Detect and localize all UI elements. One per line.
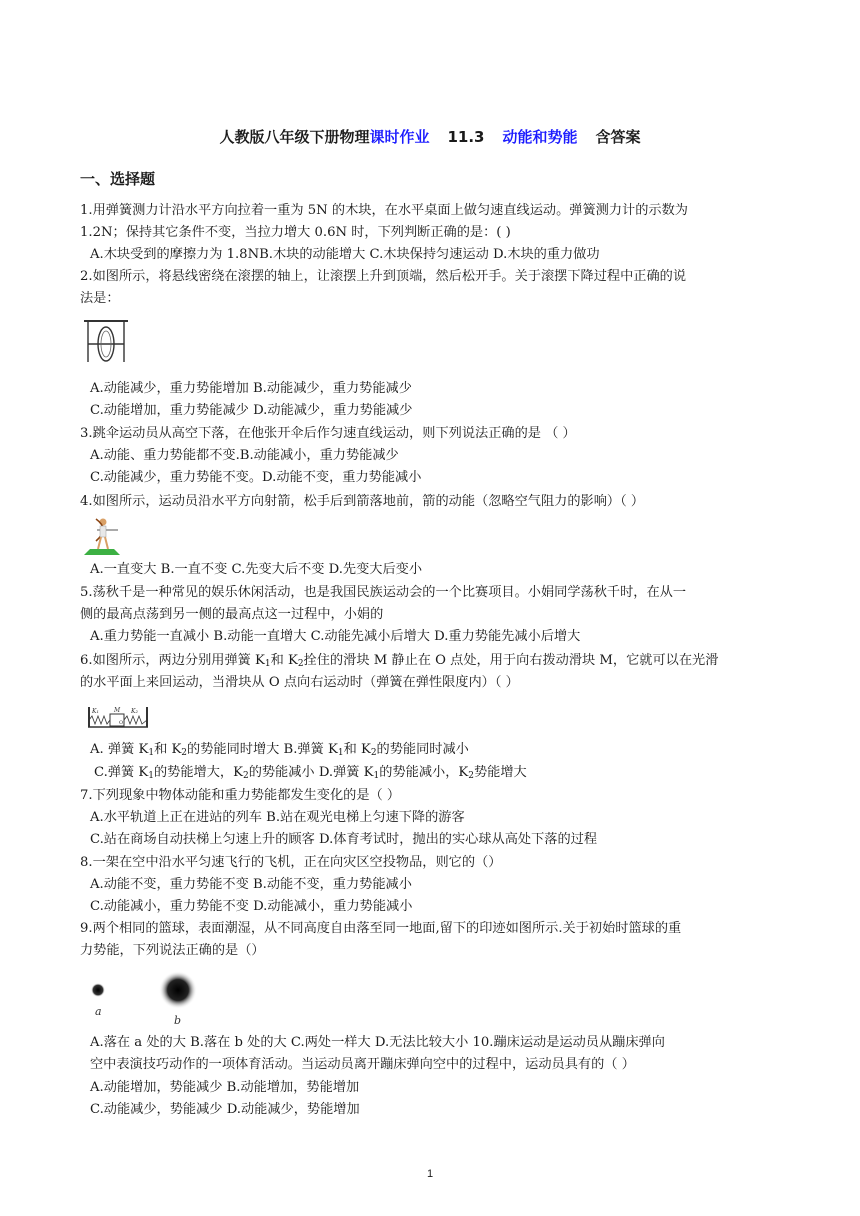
q2-line2: 法是： xyxy=(80,291,120,306)
q3-options-ab: A.动能、重力势能都不变.B.动能减小，重力势能减少 xyxy=(90,448,399,463)
q1-line1: 1.用弹簧测力计沿水平方向拉着一重为 5N 的木块，在水平桌面上做匀速直线运动。弹簧测力计的示数为 xyxy=(80,203,688,218)
label-m: M xyxy=(114,707,121,714)
q9-line1: 9.两个相同的篮球，表面潮湿，从不同高度自由落至同一地面,留下的印迹如图所示.关于初始时篮球的重 xyxy=(80,921,682,936)
basketball-prints-figure xyxy=(86,968,206,1028)
q2-options-ab: A.动能减少，重力势能增加 B.动能减少，重力势能减少 xyxy=(90,381,412,396)
q3-options-cd: C.动能减少，重力势能不变。D.动能不变，重力势能减小 xyxy=(90,470,422,485)
page-number: 1 xyxy=(426,1168,434,1180)
q8-options-cd: C.动能减小，重力势能不变 D.动能减小，重力势能减小 xyxy=(90,899,413,914)
q4-options: A.一直变大 B.一直不变 C.先变大后不变 D.先变大后变小 xyxy=(90,562,423,577)
spring-block-figure xyxy=(86,703,150,731)
archer-figure xyxy=(82,515,122,557)
q6-options-ab: A. 弹簧 $K_1$和 $K_2$的势能同时增大 B.弹簧 $K_1$和 $K_2$的势能同时减小 xyxy=(90,742,469,758)
q7-options-ab: A.水平轨道上正在进站的列车 B.站在观光电梯上匀速下降的游客 xyxy=(90,810,465,825)
maxwell-wheel-figure xyxy=(82,318,130,368)
section-heading: 一、选择题 xyxy=(80,170,156,188)
q10-options-cd: C.动能减少，势能减少 D.动能减少，势能增加 xyxy=(90,1102,360,1117)
q6-line2: 的水平面上来回运动，当滑块从 O 点向右运动时（弹簧在弹性限度内）（ ） xyxy=(80,675,519,690)
q6-line1: 6.如图所示，两边分别用弹簧 $K_1$和 $K_2$拴住的滑块 M 静止在 O 点处，用于向右拨动滑块 M，它就可以在光滑 xyxy=(80,653,719,669)
q9-line2: 力势能，下列说法正确的是（） xyxy=(80,943,265,958)
q8-line1: 8.一架在空中沿水平匀速飞行的飞机，正在向灾区空投物品，则它的（） xyxy=(80,855,502,870)
q5-line2: 侧的最高点荡到另一侧的最高点这一过程中，小娟的 xyxy=(80,607,384,622)
q7-options-cd: C.站在商场自动扶梯上匀速上升的顾客 D.体育考试时，抛出的实心球从高处下落的过程 xyxy=(90,832,598,847)
q7-line1: 7.下列现象中物体动能和重力势能都发生变化的是（ ） xyxy=(80,788,401,803)
q4-line1: 4.如图所示，运动员沿水平方向射箭，松手后到箭落地前，箭的动能（忽略空气阻力的影响）（ ） xyxy=(80,494,645,509)
q9-options: A.落在 a 处的大 B.落在 b 处的大 C.两处一样大 D.无法比较大小 10.蹦床运动是运动员从蹦床弹向 xyxy=(90,1035,665,1050)
label-k2: K₂ xyxy=(131,708,138,715)
q1-line2: 1.2N；保持其它条件不变，当拉力增大 0.6N 时，下列判断正确的是：( ) xyxy=(80,225,511,240)
q5-options: A.重力势能一直减小 B.动能一直增大 C.动能先减小后增大 D.重力势能先减小后增大 xyxy=(90,629,581,644)
q1-options: A.木块受到的摩擦力为 1.8NB.木块的动能增大 C.木块保持匀速运动 D.木块的重力做功 xyxy=(90,247,600,262)
q10-options-ab: A.动能增加，势能减少 B.动能增加，势能增加 xyxy=(90,1080,360,1095)
label-o: O xyxy=(119,720,124,726)
page-title: 人教版八年级下册物理课时作业 11.3 动能和势能 含答案 xyxy=(219,128,641,146)
q6-options-cd: C.弹簧 $K_1$的势能增大，$K_2$的势能减小 D.弹簧 $K_1$的势能减小，$K_2$势能增大 xyxy=(94,765,527,781)
q2-options-cd: C.动能增加，重力势能减少 D.动能减少，重力势能减少 xyxy=(90,403,413,418)
label-k1: K₁ xyxy=(92,708,99,715)
label-a: a xyxy=(95,1005,102,1018)
q5-line1: 5.荡秋千是一种常见的娱乐休闲活动，也是我国民族运动会的一个比赛项目。小娟同学荡秋千时，在从一 xyxy=(80,585,687,600)
label-b: b xyxy=(174,1014,182,1027)
q10-line1: 空中表演技巧动作的一项体育活动。当运动员离开蹦床弹向空中的过程中，运动员具有的（ ） xyxy=(90,1057,635,1072)
q8-options-ab: A.动能不变，重力势能不变 B.动能不变，重力势能减小 xyxy=(90,877,412,892)
q3-line1: 3.跳伞运动员从高空下落，在他张开伞后作匀速直线运动，则下列说法正确的是 （ ） xyxy=(80,426,576,441)
q2-line1: 2.如图所示，将悬线密绕在滚摆的轴上，让滚摆上升到顶端，然后松开手。关于滚摆下降过程中正确的说 xyxy=(80,269,687,284)
